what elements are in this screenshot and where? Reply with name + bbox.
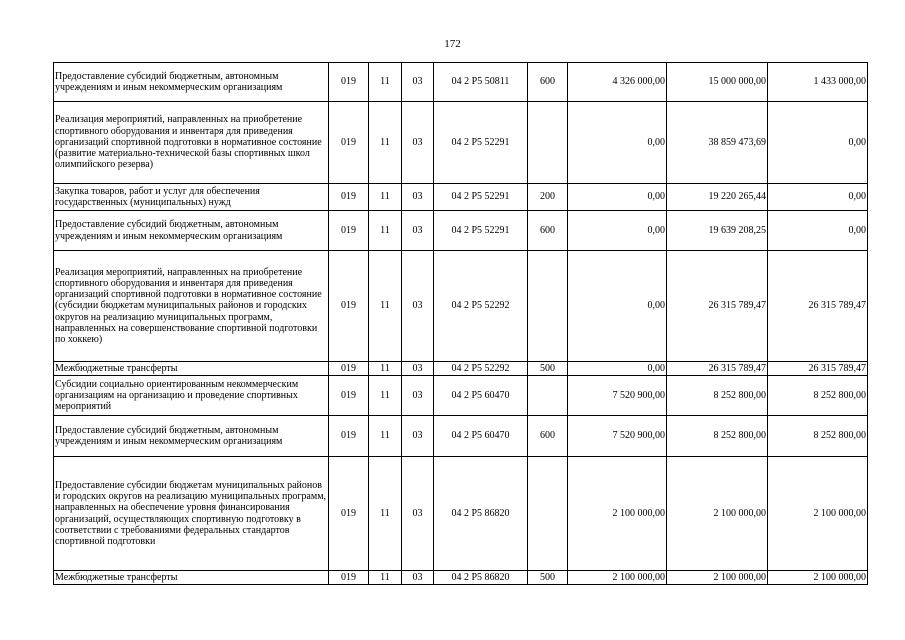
amount-year-1: 2 100 000,00 [568, 571, 667, 585]
subsection-code: 03 [402, 102, 434, 184]
ministry-code: 019 [329, 211, 369, 251]
expense-type-code: 600 [528, 211, 568, 251]
row-description: Реализация мероприятий, направленных на приобретение спортивного оборудования и инвентаря для приведения организаций спортивной подготовки в нормативное состояние (субсидии бюджетам муниципальных районов и городских округов на реализацию муниципальных программ, направленных на совершенствование спортивной подготовки по хоккею) [54, 251, 329, 362]
table-row [54, 376, 868, 416]
budget-table [53, 62, 868, 585]
section-code: 11 [369, 211, 402, 251]
amount-year-3: 0,00 [768, 102, 868, 184]
amount-year-2: 26 315 789,47 [667, 251, 768, 362]
target-article-code: 04 2 P5 52292 [434, 251, 528, 362]
table-row [54, 102, 868, 184]
subsection-code: 03 [402, 211, 434, 251]
section-code: 11 [369, 571, 402, 585]
ministry-code: 019 [329, 457, 369, 571]
ministry-code: 019 [329, 63, 369, 102]
amount-year-3: 2 100 000,00 [768, 571, 868, 585]
amount-year-1: 0,00 [568, 211, 667, 251]
target-article-code: 04 2 P5 52291 [434, 211, 528, 251]
subsection-code: 03 [402, 184, 434, 211]
amount-year-2: 8 252 800,00 [667, 416, 768, 457]
section-code: 11 [369, 102, 402, 184]
row-description: Предоставление субсидий бюджетным, автономным учреждениям и иным некоммерческим организациям [54, 416, 329, 457]
expense-type-code [528, 102, 568, 184]
ministry-code: 019 [329, 376, 369, 416]
subsection-code: 03 [402, 416, 434, 457]
subsection-code: 03 [402, 362, 434, 376]
table-row [54, 571, 868, 585]
amount-year-2: 15 000 000,00 [667, 63, 768, 102]
amount-year-3: 0,00 [768, 184, 868, 211]
expense-type-code [528, 457, 568, 571]
table-row [54, 211, 868, 251]
row-description: Закупка товаров, работ и услуг для обеспечения государственных (муниципальных) нужд [54, 184, 329, 211]
row-description: Предоставление субсидий бюджетным, автономным учреждениям и иным некоммерческим организациям [54, 63, 329, 102]
ministry-code: 019 [329, 362, 369, 376]
target-article-code: 04 2 P5 52291 [434, 184, 528, 211]
table-row [54, 362, 868, 376]
expense-type-code: 500 [528, 362, 568, 376]
amount-year-1: 2 100 000,00 [568, 457, 667, 571]
amount-year-3: 1 433 000,00 [768, 63, 868, 102]
subsection-code: 03 [402, 376, 434, 416]
subsection-code: 03 [402, 251, 434, 362]
row-description: Реализация мероприятий, направленных на приобретение спортивного оборудования и инвентаря для приведения организаций спортивной подготовки в нормативное состояние (развитие материально-технической базы спортивных школ олимпийского резерва) [54, 102, 329, 184]
table-body [54, 63, 868, 585]
amount-year-3: 0,00 [768, 211, 868, 251]
section-code: 11 [369, 63, 402, 102]
row-description: Предоставление субсидий бюджетным, автономным учреждениям и иным некоммерческим организациям [54, 211, 329, 251]
ministry-code: 019 [329, 416, 369, 457]
target-article-code: 04 2 P5 50811 [434, 63, 528, 102]
amount-year-3: 2 100 000,00 [768, 457, 868, 571]
page-number: 172 [444, 38, 461, 50]
expense-type-code [528, 376, 568, 416]
amount-year-1: 0,00 [568, 362, 667, 376]
section-code: 11 [369, 416, 402, 457]
expense-type-code [528, 251, 568, 362]
row-description: Субсидии социально ориентированным некоммерческим организациям на организацию и проведение спортивных мероприятий [54, 376, 329, 416]
section-code: 11 [369, 251, 402, 362]
table-row [54, 416, 868, 457]
amount-year-3: 26 315 789,47 [768, 251, 868, 362]
section-code: 11 [369, 457, 402, 571]
target-article-code: 04 2 P5 60470 [434, 376, 528, 416]
amount-year-1: 7 520 900,00 [568, 376, 667, 416]
target-article-code: 04 2 P5 52292 [434, 362, 528, 376]
section-code: 11 [369, 362, 402, 376]
amount-year-2: 8 252 800,00 [667, 376, 768, 416]
row-description: Предоставление субсидии бюджетам муниципальных районов и городских округов на реализацию муниципальных программ, направленных на обеспечение уровня финансирования организаций, осуществляющих спортивную подготовку в соответствии с требованиями федеральных стандартов спортивной подготовки [54, 457, 329, 571]
expense-type-code: 200 [528, 184, 568, 211]
amount-year-1: 0,00 [568, 251, 667, 362]
table-row [54, 251, 868, 362]
amount-year-1: 0,00 [568, 102, 667, 184]
expense-type-code: 500 [528, 571, 568, 585]
amount-year-2: 26 315 789,47 [667, 362, 768, 376]
table-row [54, 63, 868, 102]
amount-year-2: 19 220 265,44 [667, 184, 768, 211]
expense-type-code: 600 [528, 416, 568, 457]
ministry-code: 019 [329, 184, 369, 211]
target-article-code: 04 2 P5 52291 [434, 102, 528, 184]
amount-year-2: 19 639 208,25 [667, 211, 768, 251]
amount-year-1: 7 520 900,00 [568, 416, 667, 457]
amount-year-3: 8 252 800,00 [768, 376, 868, 416]
amount-year-2: 2 100 000,00 [667, 457, 768, 571]
amount-year-3: 8 252 800,00 [768, 416, 868, 457]
subsection-code: 03 [402, 571, 434, 585]
row-description: Межбюджетные трансферты [54, 571, 329, 585]
amount-year-2: 2 100 000,00 [667, 571, 768, 585]
target-article-code: 04 2 P5 86820 [434, 571, 528, 585]
table-row [54, 457, 868, 571]
ministry-code: 019 [329, 571, 369, 585]
subsection-code: 03 [402, 457, 434, 571]
section-code: 11 [369, 376, 402, 416]
amount-year-3: 26 315 789,47 [768, 362, 868, 376]
amount-year-2: 38 859 473,69 [667, 102, 768, 184]
target-article-code: 04 2 P5 86820 [434, 457, 528, 571]
table-row [54, 184, 868, 211]
section-code: 11 [369, 184, 402, 211]
row-description: Межбюджетные трансферты [54, 362, 329, 376]
ministry-code: 019 [329, 251, 369, 362]
expense-type-code: 600 [528, 63, 568, 102]
amount-year-1: 0,00 [568, 184, 667, 211]
subsection-code: 03 [402, 63, 434, 102]
ministry-code: 019 [329, 102, 369, 184]
target-article-code: 04 2 P5 60470 [434, 416, 528, 457]
amount-year-1: 4 326 000,00 [568, 63, 667, 102]
